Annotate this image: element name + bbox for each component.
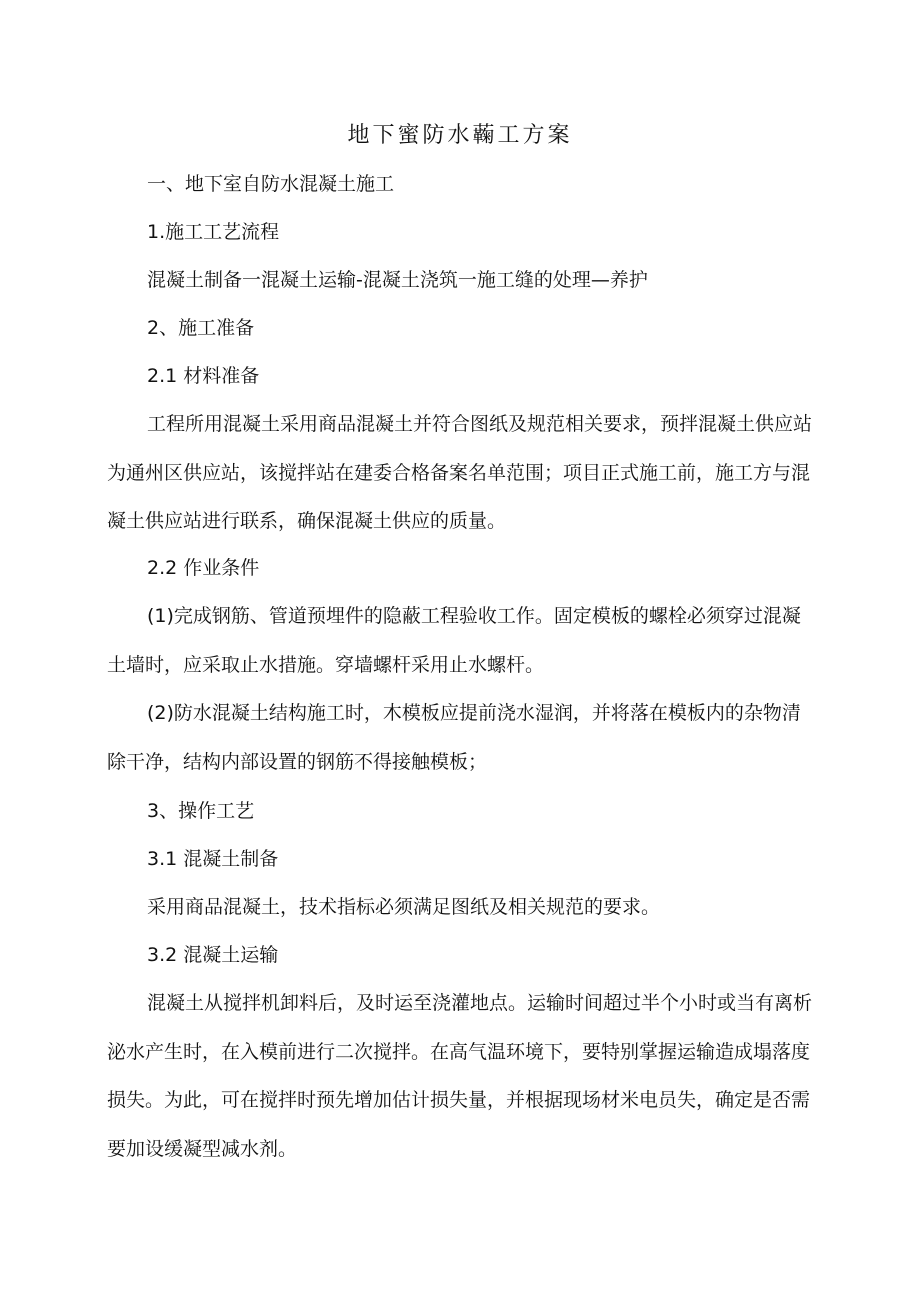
section-2-heading: 2、施工准备: [147, 317, 255, 339]
process-flow-text: 混凝土制备一混凝土运输-混凝土浇筑一施工缝的处理—养护: [147, 269, 648, 291]
subsection-2-2-heading: 2.2 作业条件: [147, 557, 260, 579]
subsection-3-1-heading: 3.1 混凝土制备: [147, 848, 279, 870]
subsection-3-2-heading: 3.2 混凝土运输: [147, 944, 279, 966]
section-1-heading: 一、地下室自防水混凝土施工: [147, 173, 395, 195]
subsection-2-2-item-2-paragraph: [107, 689, 819, 786]
subsection-2-1-heading: 2.1 材料准备: [147, 365, 260, 387]
subsection-2-1-body: 工程所用混凝土采用商品混凝土并符合图纸及规范相关要求，预拌混凝土供应站为通州区供应站，该搅拌站在建委合格备案名单范围；项目正式施工前，施工方与混凝土供应站进行联系，确保混凝土供应的质量。: [107, 413, 813, 532]
subsection-3-1-body: 采用商品混凝土，技术指标必须满足图纸及相关规范的要求。: [147, 896, 661, 918]
subsection-2-2-item-1-paragraph: [107, 592, 819, 689]
document-title: 地下蜜防水蘜工方案: [347, 123, 573, 148]
subsection-2-2-item-2: (2)防水混凝土结构施工时，木模板应提前浇水湿润，并将落在模板内的杂物清除干净，结构内部设置的钢筋不得接触模板；: [107, 702, 801, 773]
subsection-2-2-item-1: (1)完成钢筋、管道预埋件的隐蔽工程验收工作。固定模板的螺栓必须穿过混凝土墙时，应采取止水措施。穿墙螺杆采用止水螺杆。: [107, 605, 801, 676]
subsection-3-2-body: 混凝土从搅拌机卸料后，及时运至浇灌地点。运输时间超过半个小时或当有离析泌水产生时，在入模前进行二次搅拌。在高气温环境下，要特别掌握运输造成塌落度损失。为此，可在搅拌时预先增加估计损失量，并根据现场材米电员失，确定是否需要加设缓凝型减水剂。: [107, 992, 813, 1160]
subsection-2-1-paragraph: [107, 400, 819, 546]
subsection-3-2-paragraph: [107, 979, 819, 1173]
section-3-heading: 3、操作工艺: [147, 800, 255, 822]
subsection-1-1-heading: 1.施工工艺流程: [147, 221, 280, 243]
